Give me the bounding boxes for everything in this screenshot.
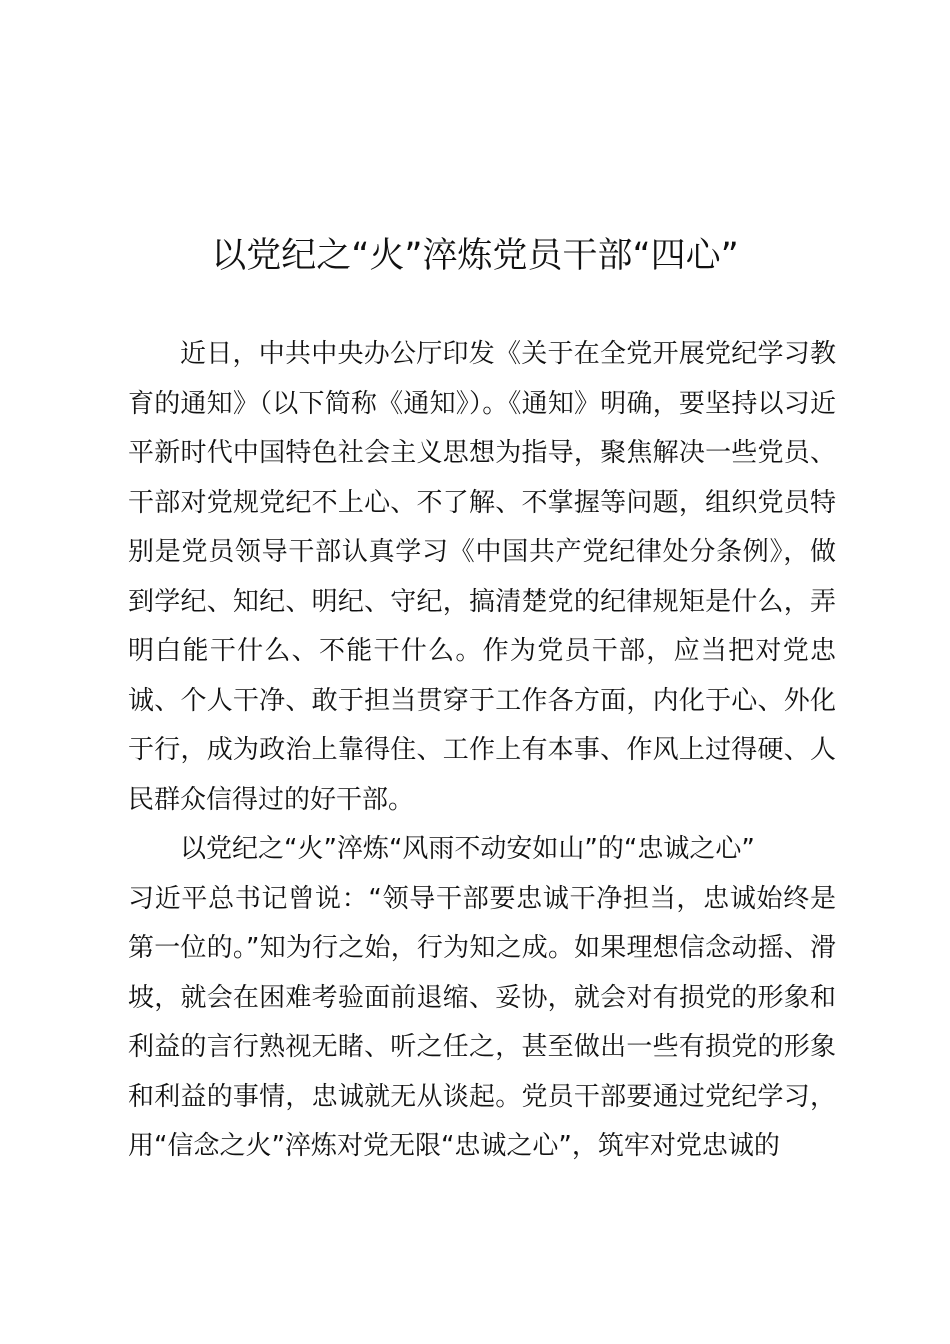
document-title: 以党纪之“火”淬炼党员干部“四心” — [211, 236, 739, 276]
document-body — [128, 330, 836, 1172]
paragraph-intro: 近日，中共中央办公厅印发《关于在全党开展党纪学习教育的通知》（以下简称《通知》）。《通知》明确，要坚持以习近平新时代中国特色社会主义思想为指导，聚焦解决一些党员、干部对党规党纪不上心、不了解、不掌握等问题，组织党员特别是党员领导干部认真学习《中国共产党纪律处分条例》，做到学纪、知纪、明纪、守纪，搞清楚党的纪律规矩是什么，弄明白能干什么、不能干什么。作为党员干部，应当把对党忠诚、个人干净、敢于担当贯穿于工作各方面，内化于心、外化于行，成为政治上靠得住、工作上有本事、作风上过得硬、人民群众信得过的好干部。 — [128, 339, 836, 815]
paragraph-loyalty: 习近平总书记曾说：“领导干部要忠诚干净担当，忠诚始终是第一位的。”知为行之始，行为知之成。如果理想信念动摇、滑坡，就会在困难考验面前退缩、妥协，就会对有损党的形象和利益的言行熟视无睹、听之任之，甚至做出一些有损党的形象和利益的事情，忠诚就无从谈起。党员干部要通过党纪学习，用“信念之火”淬炼对党无限“忠诚之心”，筑牢对党忠诚的 — [128, 883, 836, 1161]
section-heading-loyalty: 以党纪之“火”淬炼“风雨不动安如山”的“忠诚之心” — [180, 834, 755, 864]
